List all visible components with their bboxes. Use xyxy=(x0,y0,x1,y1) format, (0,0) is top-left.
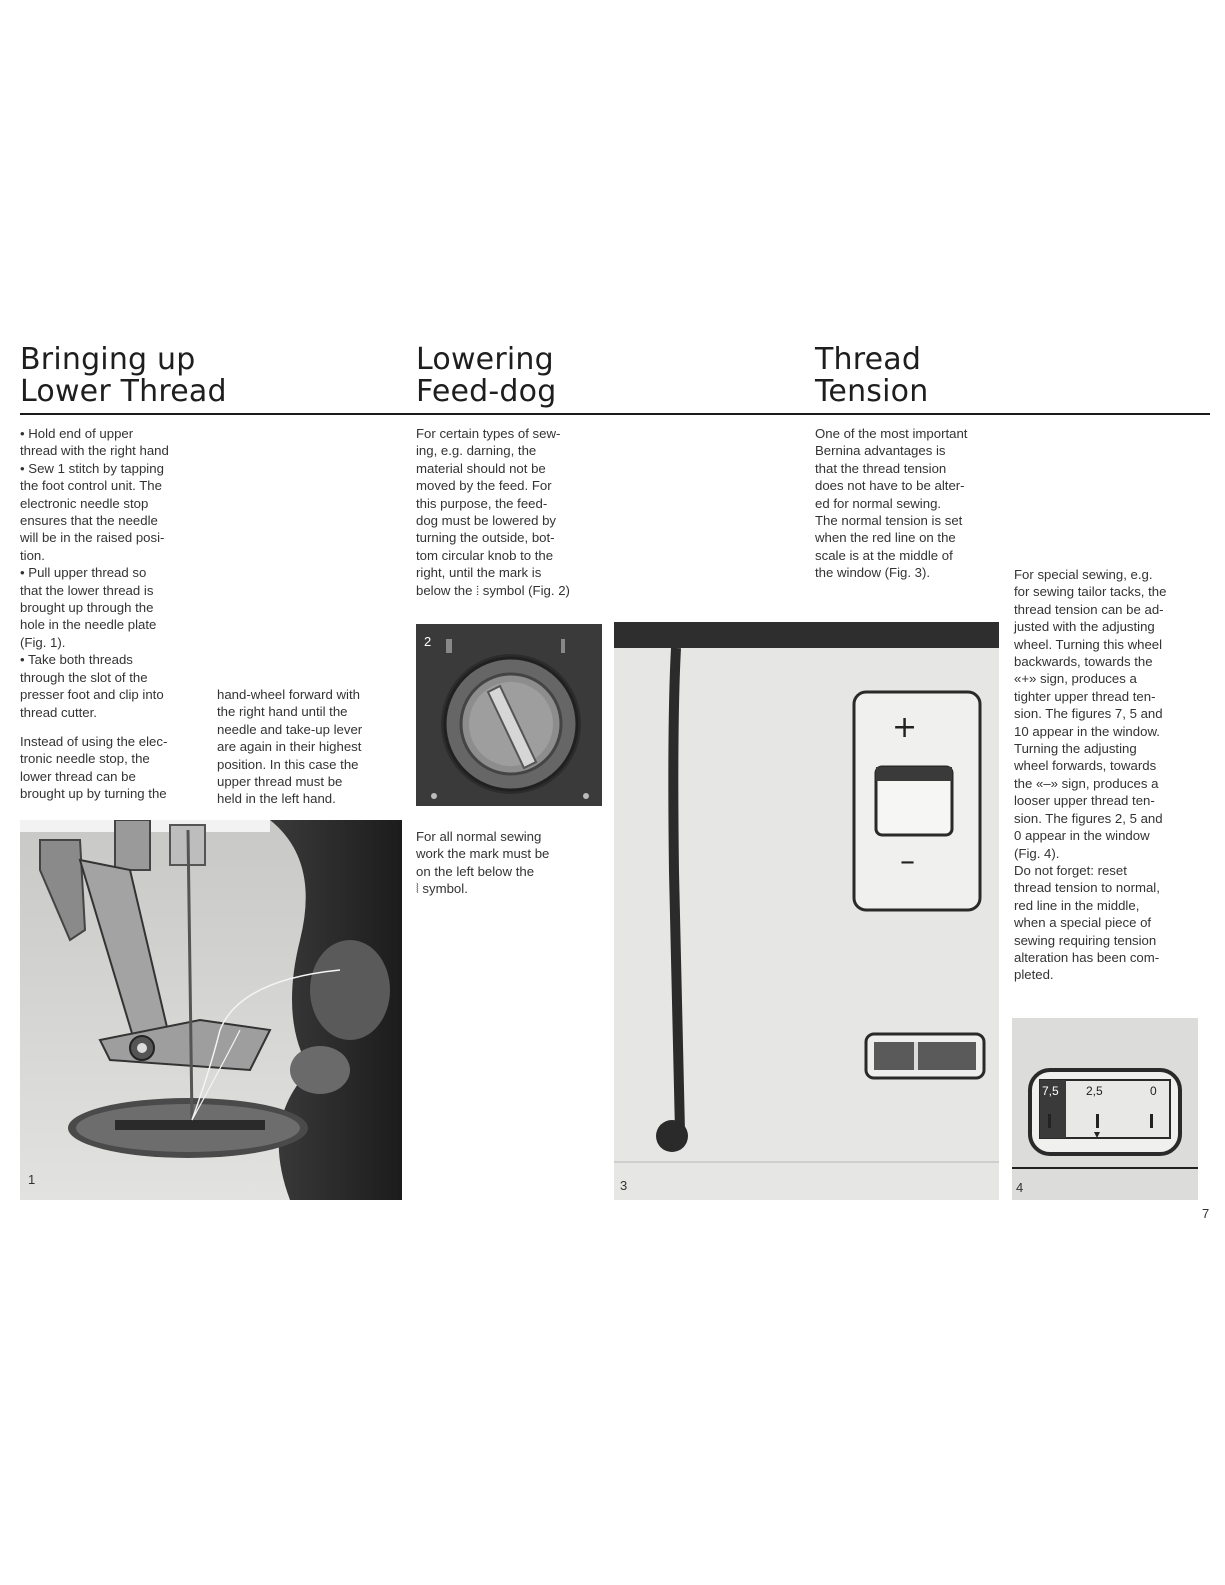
text-line: The normal tension is set xyxy=(815,513,963,529)
text-line: red line in the middle, xyxy=(1014,897,1140,913)
col2-text xyxy=(416,425,606,599)
text-line: • Take both threads xyxy=(20,652,133,668)
thread-tension-dial-illustration xyxy=(614,622,999,1200)
col2-after-figure xyxy=(416,828,606,898)
text-line: • Sew 1 stitch by tapping xyxy=(20,460,164,476)
figure-number: 4 xyxy=(1016,1180,1024,1195)
text-line: wheel forwards, towards xyxy=(1014,758,1157,774)
text-line: pleted. xyxy=(1014,967,1054,983)
text-line: the window (Fig. 3). xyxy=(815,565,931,581)
figure-number: 3 xyxy=(620,1178,628,1193)
text-line: brought up by turning the xyxy=(20,786,167,802)
text-line: • Pull upper thread so xyxy=(20,565,147,581)
text-line: For certain types of sew- xyxy=(416,426,561,441)
text-line: material should not be xyxy=(416,460,546,476)
heading-line: Lowering xyxy=(416,342,554,377)
text-line: tom circular knob to the xyxy=(416,547,554,563)
text-line: when the red line on the xyxy=(815,530,956,546)
text-line: that the thread tension xyxy=(815,460,947,476)
text-line: presser foot and clip into xyxy=(20,687,164,703)
figure-1-photo xyxy=(20,820,402,1200)
text-line: when a special piece of xyxy=(1014,915,1152,931)
text-line: brought up through the xyxy=(20,600,154,616)
text-line: thread tension can be ad- xyxy=(1014,601,1164,617)
text-line: through the slot of the xyxy=(20,669,148,685)
text-line: thread cutter. xyxy=(20,704,97,720)
text-line: One of the most important xyxy=(815,426,968,441)
text-line: ensures that the needle xyxy=(20,513,158,529)
text-line: work the mark must be xyxy=(416,846,550,862)
text-line: turning the outside, bot- xyxy=(416,530,555,546)
text-line: this purpose, the feed- xyxy=(416,495,548,511)
text-line: Do not forget: reset xyxy=(1014,862,1127,878)
scale-label: 2,5 xyxy=(1086,1084,1103,1098)
spacer xyxy=(20,721,215,733)
text-line: • Hold end of upper xyxy=(20,426,134,441)
text-line: right, until the mark is xyxy=(416,565,542,581)
minus-sign: – xyxy=(900,844,915,879)
text-line: on the left below the xyxy=(416,863,535,879)
plus-sign: + xyxy=(892,710,918,745)
figure-4-photo xyxy=(1012,1018,1198,1200)
text-line: electronic needle stop xyxy=(20,495,149,511)
scale-label: 7,5 xyxy=(1042,1084,1059,1098)
text-line: the right hand until the xyxy=(217,704,348,720)
heading-thread-tension xyxy=(815,344,928,408)
text-line: for sewing tailor tacks, the xyxy=(1014,584,1167,600)
text-line: that the lower thread is xyxy=(20,582,154,598)
text-line: tighter upper thread ten- xyxy=(1014,688,1156,704)
text-line: below the ⦙ symbol (Fig. 2) xyxy=(416,582,570,598)
text-line: hole in the needle plate xyxy=(20,617,157,633)
text-line: wheel. Turning this wheel xyxy=(1014,636,1163,652)
heading-line: Bringing up xyxy=(20,342,196,377)
text-line: For special sewing, e.g. xyxy=(1014,567,1153,582)
section-rule xyxy=(20,413,1210,415)
text-line: sewing requiring tension xyxy=(1014,932,1157,948)
text-line: needle and take-up lever xyxy=(217,721,363,737)
text-line: thread tension to normal, xyxy=(1014,880,1160,896)
text-line: upper thread must be xyxy=(217,774,343,790)
text-line: justed with the adjusting xyxy=(1014,619,1155,635)
text-line: sion. The figures 7, 5 and xyxy=(1014,706,1163,722)
heading-lowering-feed-dog xyxy=(416,344,556,408)
heading-line: Tension xyxy=(815,374,929,409)
text-line: ed for normal sewing. xyxy=(815,495,942,511)
text-line: ing, e.g. darning, the xyxy=(416,443,537,459)
text-line: «+» sign, produces a xyxy=(1014,671,1137,687)
text-line: Bernina advantages is xyxy=(815,443,946,459)
text-line: (Fig. 4). xyxy=(1014,845,1060,861)
heading-bringing-up-lower-thread xyxy=(20,344,227,408)
text-line: ⦚ symbol. xyxy=(416,881,468,897)
text-line: backwards, towards the xyxy=(1014,654,1153,670)
presser-foot-illustration xyxy=(20,820,402,1200)
text-line: will be in the raised posi- xyxy=(20,530,165,546)
text-line: 10 appear in the window. xyxy=(1014,723,1160,739)
col1-text xyxy=(20,425,215,803)
figure-2-photo xyxy=(416,624,602,806)
text-line: dog must be lowered by xyxy=(416,513,557,529)
text-line: the «–» sign, produces a xyxy=(1014,775,1159,791)
text-line: hand-wheel forward with xyxy=(217,687,360,702)
figure-3-photo xyxy=(614,622,999,1200)
col4-text xyxy=(1014,566,1214,984)
text-line: Turning the adjusting xyxy=(1014,741,1137,757)
col3-text xyxy=(815,425,1005,582)
scale-label: 0 xyxy=(1150,1084,1157,1098)
text-line: For all normal sewing xyxy=(416,829,542,844)
text-line: lower thread can be xyxy=(20,768,136,784)
text-line: looser upper thread ten- xyxy=(1014,793,1155,809)
text-line: (Fig. 1). xyxy=(20,634,66,650)
heading-line: Lower Thread xyxy=(20,374,227,409)
heading-line: Feed-dog xyxy=(416,374,557,409)
text-line: position. In this case the xyxy=(217,756,359,772)
text-line: scale is at the middle of xyxy=(815,547,953,563)
text-line: tronic needle stop, the xyxy=(20,751,150,767)
tension-scale-window-illustration xyxy=(1012,1018,1198,1200)
text-line: sion. The figures 2, 5 and xyxy=(1014,810,1163,826)
text-line: are again in their highest xyxy=(217,739,362,755)
figure-number: 1 xyxy=(28,1172,36,1187)
text-line: 0 appear in the window xyxy=(1014,828,1150,844)
text-line: does not have to be alter- xyxy=(815,478,965,494)
text-line: tion. xyxy=(20,547,45,563)
figure-number: 2 xyxy=(424,634,432,649)
text-line: alteration has been com- xyxy=(1014,949,1160,965)
text-line: the foot control unit. The xyxy=(20,478,162,494)
page-number: 7 xyxy=(1202,1206,1210,1221)
text-line: Instead of using the elec- xyxy=(20,733,168,749)
text-line: moved by the feed. For xyxy=(416,478,552,494)
col1b-text xyxy=(217,686,407,808)
text-line: thread with the right hand xyxy=(20,443,169,459)
heading-line: Thread xyxy=(815,342,922,377)
feed-dog-knob-illustration xyxy=(416,624,602,806)
text-line: held in the left hand. xyxy=(217,791,336,807)
